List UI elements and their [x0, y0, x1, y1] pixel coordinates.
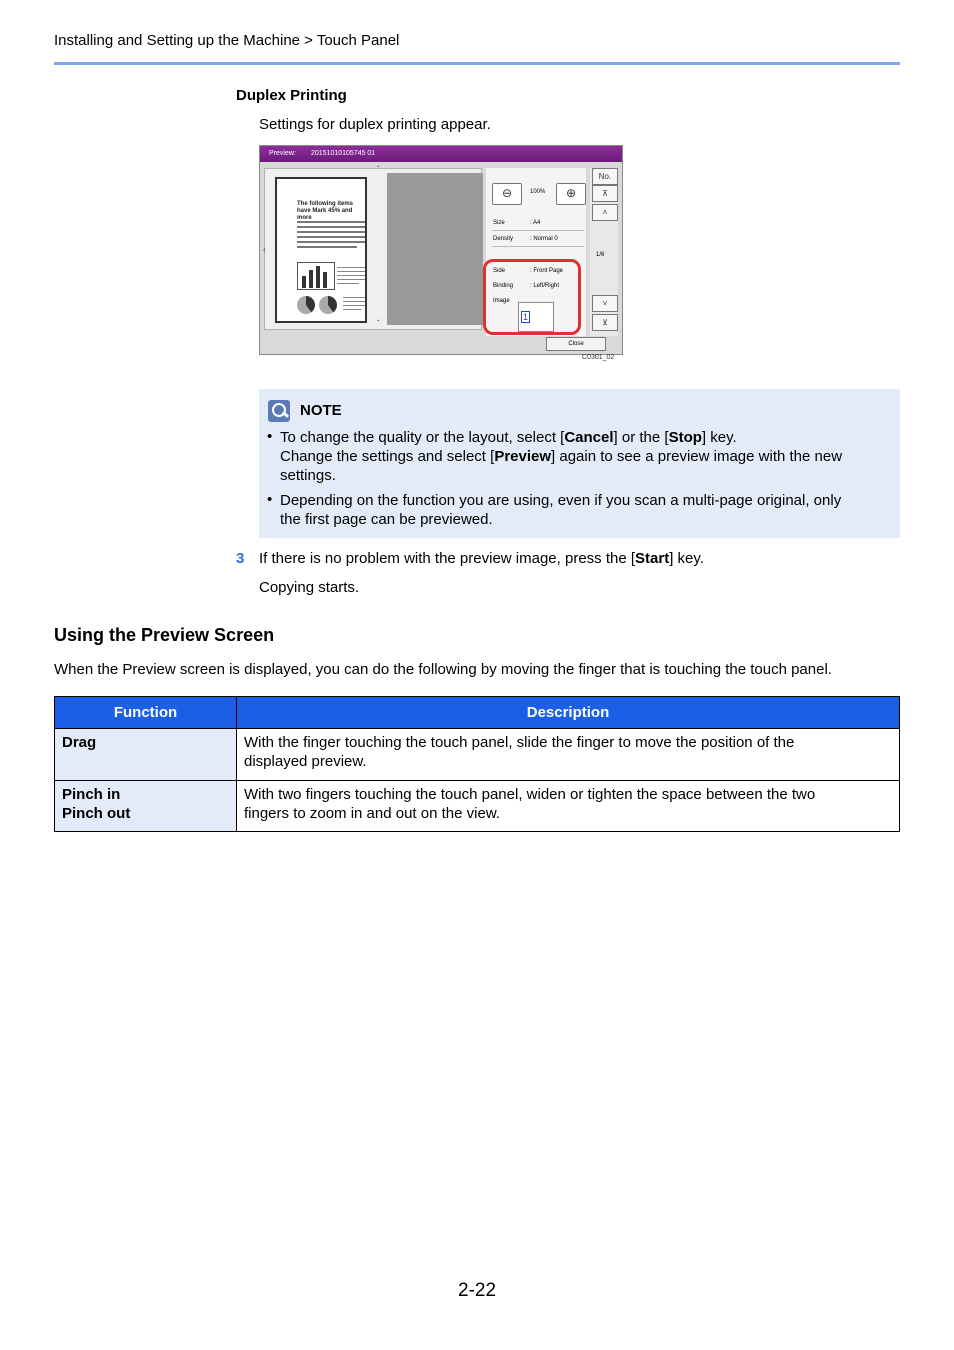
preview-title-bar	[260, 146, 622, 162]
step-number: 3	[236, 550, 245, 567]
note-bullet1-line3: settings.	[280, 467, 336, 484]
density-label: Density	[493, 236, 514, 242]
note-bullet2-line2: the first page can be previewed.	[280, 511, 493, 528]
note-bullet2-line1: Depending on the function you are using, even if you scan a multi-page original, only	[280, 492, 842, 509]
step-result: Copying starts.	[259, 579, 360, 596]
section-title: Duplex Printing	[236, 87, 347, 104]
scroll-up-icon: ˆ	[377, 165, 380, 174]
scroll-left-icon: ‹	[263, 245, 266, 254]
page-number-button[interactable]: No.	[592, 168, 618, 185]
preview-screenshot	[259, 145, 623, 355]
header-rule	[54, 62, 900, 65]
next-page-icon[interactable]: ˅	[592, 295, 618, 312]
preview-pie-chart-icon	[297, 296, 315, 314]
preview-area	[263, 165, 482, 330]
last-page-icon[interactable]: ⊻	[592, 314, 618, 331]
page-indicator: 1/6	[596, 252, 605, 258]
table-cell-function: Drag	[55, 729, 237, 781]
side-value: : Front Page	[530, 268, 564, 274]
page-navigation	[590, 168, 618, 336]
table-header-row	[55, 697, 900, 729]
table-cell-function: Pinch in Pinch out	[55, 781, 237, 832]
preview-page	[275, 177, 367, 323]
zoom-out-icon[interactable]: ⊖	[492, 183, 522, 205]
zoom-in-icon[interactable]: ⊕	[556, 183, 586, 205]
table-cell-description: With the finger touching the touch panel, slide the finger to move the position of the displayed preview.	[237, 729, 900, 781]
table-header-description: Description	[237, 697, 900, 729]
table-row	[55, 781, 900, 832]
table-header-function: Function	[55, 697, 237, 729]
note-magnifier-icon	[268, 400, 290, 422]
bullet-icon: •	[267, 491, 273, 508]
size-label: Size	[493, 220, 505, 226]
section-paragraph: When the Preview screen is displayed, you can do the following by moving the finger that is touching the touch panel.	[54, 661, 832, 678]
binding-value: : Left/Right	[530, 283, 560, 289]
preview-page-heading: The following items have Mark 45% and more	[297, 201, 354, 221]
preview-pie-chart-icon	[319, 296, 337, 314]
binding-label: Binding	[493, 283, 514, 289]
preview-back-page	[387, 173, 483, 325]
page-number: 2-22	[458, 1280, 497, 1301]
preview-label: Preview:	[269, 150, 296, 157]
note-title: NOTE	[300, 402, 342, 419]
image-label: Image	[493, 298, 510, 304]
image-code: C0301_02	[582, 354, 615, 361]
highlight-frame	[483, 259, 581, 335]
preview-id: 20151010105745 01	[311, 150, 376, 157]
function-table	[54, 696, 900, 832]
size-value: : A4	[530, 220, 541, 226]
bullet-icon: •	[267, 428, 273, 445]
section-intro: Settings for duplex printing appear.	[259, 116, 491, 133]
table-row	[55, 729, 900, 781]
first-page-icon[interactable]: ⊼	[592, 185, 618, 202]
table-cell-description: With two fingers touching the touch panel, widen or tighten the space between the two fingers to zoom in and out on the view.	[237, 781, 900, 832]
note-bullet1-line2: Change the settings and select [Preview] again to see a preview image with the new	[280, 448, 843, 465]
step-text: If there is no problem with the preview image, press the [Start] key.	[259, 550, 704, 567]
close-button[interactable]: Close	[546, 337, 606, 351]
section-heading: Using the Preview Screen	[54, 625, 275, 645]
scroll-down-icon: ˇ	[377, 319, 380, 328]
image-page-number: 1	[523, 312, 529, 322]
side-label: Side	[493, 268, 506, 274]
zoom-level: 100%	[530, 189, 546, 195]
previous-page-icon[interactable]: ˄	[592, 204, 618, 221]
preview-bar-chart-icon	[297, 262, 335, 290]
density-value: : Normal 0	[530, 236, 558, 242]
note-bullet1-line1: To change the quality or the layout, select [Cancel] or the [Stop] key.	[280, 429, 737, 446]
breadcrumb: Installing and Setting up the Machine > Touch Panel	[54, 32, 400, 49]
note-box	[259, 389, 900, 538]
